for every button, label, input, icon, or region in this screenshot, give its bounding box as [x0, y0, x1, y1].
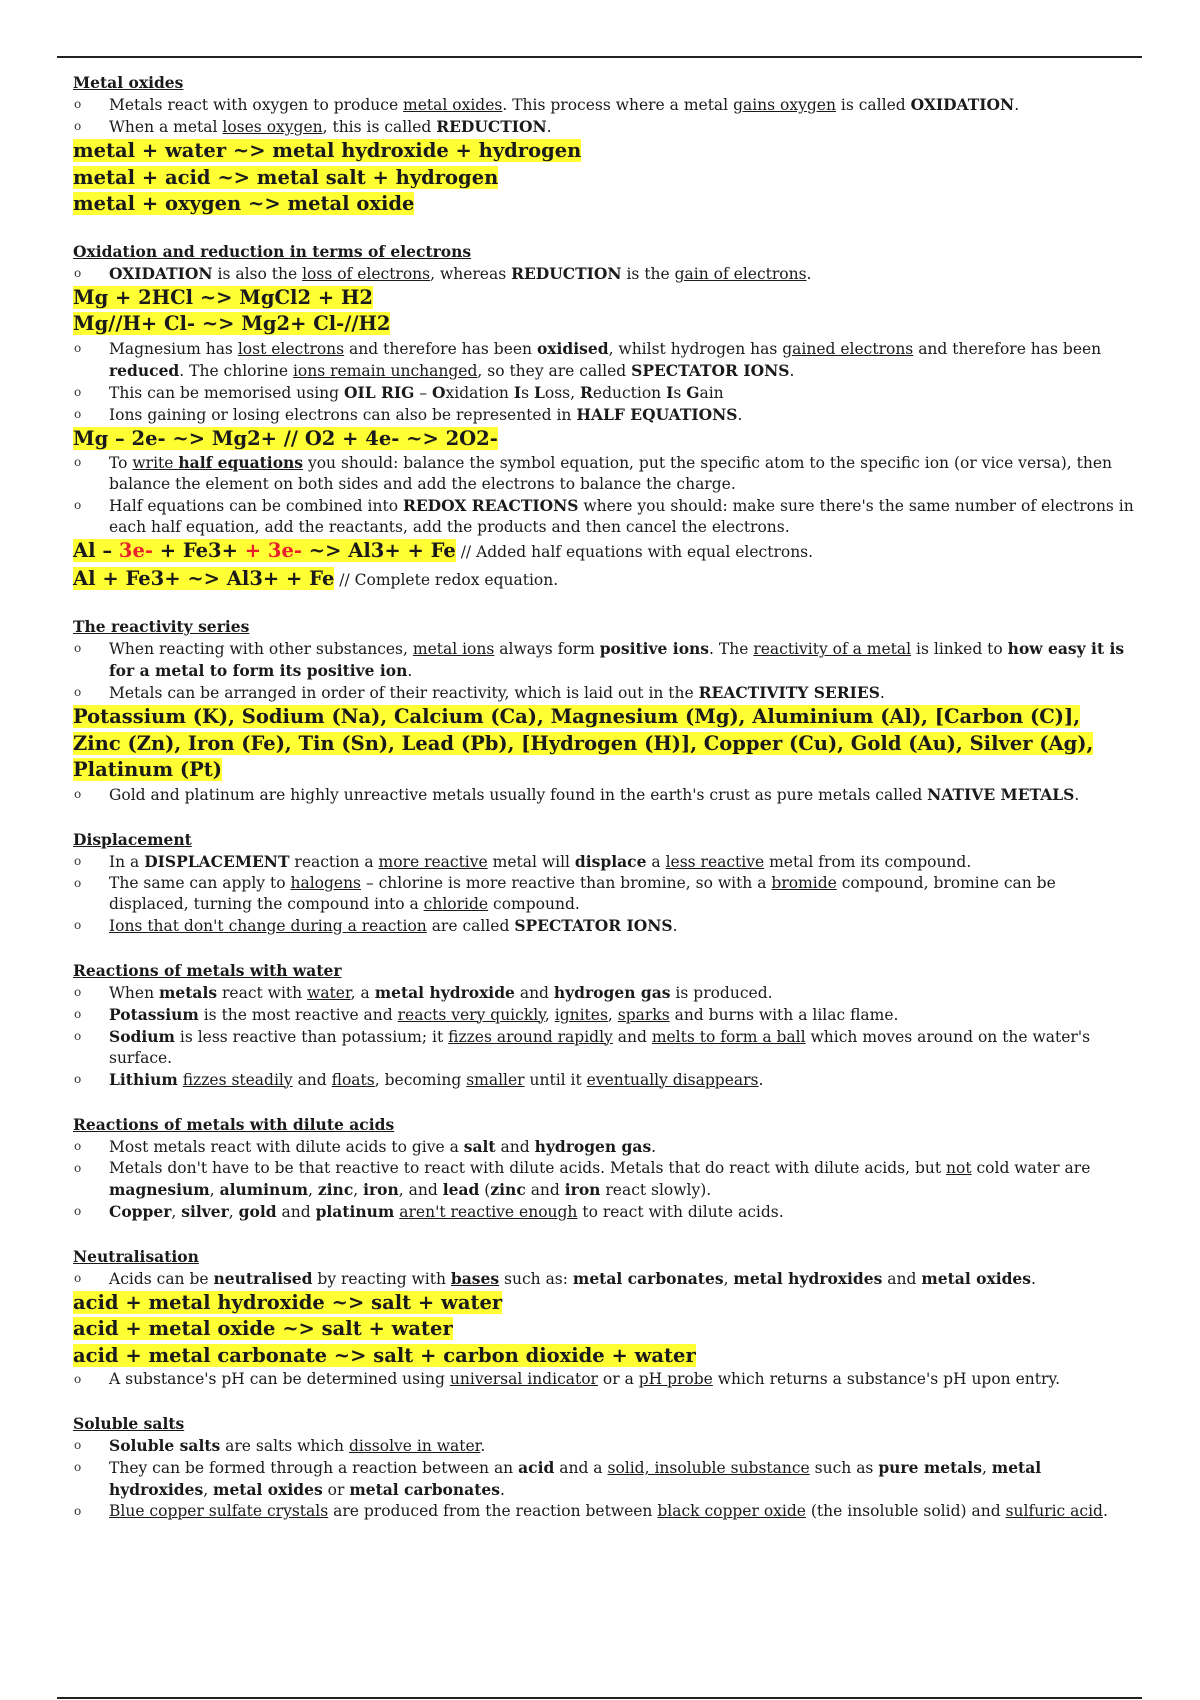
section-heading: Metal oxides [73, 73, 184, 92]
section-heading: The reactivity series [73, 617, 250, 636]
list-item: o Soluble salts are salts which dissolve in water. [73, 1435, 1135, 1457]
list-item: o Half equations can be combined into REDOX REACTIONS where you should: make sure there's the same number of electrons in each half equation, add the reactants, add the products and then cancel the electrons. [73, 495, 1135, 538]
list-item: o Magnesium has lost electrons and therefore has been oxidised, whilst hydrogen has gained electrons and therefore has been reduced. The chlorine ions remain unchanged, so they are called SPECTATOR IONS. [73, 338, 1135, 382]
bullet-list [73, 338, 1135, 426]
list-item: o Ions that don't change during a reaction are called SPECTATOR IONS. [73, 915, 1135, 937]
list-item: o Ions gaining or losing electrons can also be represented in HALF EQUATIONS. [73, 404, 1135, 426]
bullet-list [73, 851, 1135, 937]
symbol-equation: Mg + 2HCl ~> MgCl2 + H2 [73, 285, 373, 309]
list-item: o The same can apply to halogens – chlorine is more reactive than bromine, so with a bromide compound, bromine can be displaced, turning the compound into a chloride compound. [73, 873, 1135, 915]
list-item: o When a metal loses oxygen, this is called REDUCTION. [73, 116, 1135, 138]
notes-content [73, 73, 1135, 1546]
bullet-list [73, 1136, 1135, 1223]
word-equation: acid + metal oxide ~> salt + water [73, 1317, 453, 1340]
list-item: o Acids can be neutralised by reacting with bases such as: metal carbonates, metal hydroxides and metal oxides. [73, 1268, 1135, 1290]
bottom-rule [57, 1697, 1142, 1699]
section-heading: Oxidation and reduction in terms of electrons [73, 241, 472, 261]
list-item: o Copper, silver, gold and platinum aren't reactive enough to react with dilute acids. [73, 1201, 1135, 1223]
section-neutralisation [73, 1247, 1135, 1391]
redox-half-sum-equation: Al – 3e- + Fe3+ + 3e- ~> Al3+ + Fe // Added half equations with equal electrons. [73, 539, 814, 562]
list-item: o When reacting with other substances, metal ions always form positive ions. The reactivity of a metal is linked to how easy it is for a metal to form its positive ion. [73, 638, 1135, 682]
section-heading: Reactions of metals with dilute acids [73, 1114, 395, 1134]
half-equations: Mg – 2e- ~> Mg2+ // O2 + 4e- ~> 2O2- [73, 426, 498, 450]
section-heading: Displacement [73, 829, 192, 849]
list-item: o When metals react with water, a metal hydroxide and hydrogen gas is produced. [73, 982, 1135, 1004]
bullet-list [73, 263, 1135, 285]
list-item: o Most metals react with dilute acids to give a salt and hydrogen gas. [73, 1136, 1135, 1158]
reactivity-series-list: Potassium (K), Sodium (Na), Calcium (Ca), Magnesium (Mg), Aluminium (Al), [Carbon (C)], Zinc (Zn), Iron (Fe), Tin (Sn), Lead (Pb), [Hydrogen (H)], Copper (Cu), Gold (Au), Silver (Ag), Platinum (Pt) [73, 705, 1094, 781]
list-item: o OXIDATION is also the loss of electrons, whereas REDUCTION is the gain of electrons. [73, 263, 1135, 285]
ionic-equation: Mg//H+ Cl- ~> Mg2+ Cl-//H2 [73, 312, 391, 335]
list-item: o Blue copper sulfate crystals are produced from the reaction between black copper oxide (the insoluble solid) and sulfuric acid. [73, 1501, 1135, 1522]
list-item: o A substance's pH can be determined using universal indicator or a pH probe which returns a substance's pH upon entry. [73, 1369, 1135, 1390]
list-item: o Gold and platinum are highly unreactive metals usually found in the earth's crust as pure metals called NATIVE METALS. [73, 784, 1135, 806]
top-rule [57, 56, 1142, 58]
bullet-list [73, 1369, 1135, 1390]
list-item: o Lithium fizzes steadily and floats, becoming smaller until it eventually disappears. [73, 1069, 1135, 1091]
list-item: o Metals can be arranged in order of their reactivity, which is laid out in the REACTIVITY SERIES. [73, 682, 1135, 704]
bullet-list [73, 1268, 1135, 1290]
bullet-list [73, 784, 1135, 806]
section-soluble-salts [73, 1414, 1135, 1522]
word-equation: acid + metal carbonate ~> salt + carbon dioxide + water [73, 1343, 696, 1367]
list-item: o They can be formed through a reaction between an acid and a solid, insoluble substance such as pure metals, metal hydroxides, metal oxides or metal carbonates. [73, 1457, 1135, 1501]
section-heading: Neutralisation [73, 1246, 199, 1266]
list-item: o This can be memorised using OIL RIG – Oxidation Is Loss, Reduction Is Gain [73, 382, 1135, 404]
word-equation: acid + metal hydroxide ~> salt + water [73, 1290, 503, 1314]
list-item: o Potassium is the most reactive and reacts very quickly, ignites, sparks and burns with a lilac flame. [73, 1004, 1135, 1026]
bullet-list [73, 1435, 1135, 1522]
section-redox-electrons [73, 242, 1135, 594]
word-equation: metal + oxygen ~> metal oxide [73, 192, 415, 215]
list-item: o Metals don't have to be that reactive to react with dilute acids. Metals that do react with dilute acids, but not cold water are magnesium, aluminum, zinc, iron, and lead (zinc and iron react slowly). [73, 1158, 1135, 1201]
bullet-list [73, 982, 1135, 1091]
list-item: o Metals react with oxygen to produce metal oxides. This process where a metal gains oxygen is called OXIDATION. [73, 94, 1135, 116]
section-reactivity-series [73, 617, 1135, 806]
bullet-list [73, 94, 1135, 138]
section-heading: Reactions of metals with water [73, 960, 342, 980]
list-item: o Sodium is less reactive than potassium; it fizzes around rapidly and melts to form a ball which moves around on the water's surface. [73, 1026, 1135, 1069]
bullet-list [73, 638, 1135, 704]
section-metals-with-water [73, 961, 1135, 1091]
section-displacement [73, 830, 1135, 937]
bullet-list [73, 452, 1135, 538]
complete-redox-equation: Al + Fe3+ ~> Al3+ + Fe // Complete redox equation. [73, 566, 559, 590]
section-metal-oxides [73, 73, 1135, 218]
word-equation: metal + water ~> metal hydroxide + hydrogen [73, 139, 582, 162]
section-heading: Soluble salts [73, 1414, 185, 1433]
list-item: o To write half equations you should: balance the symbol equation, put the specific atom to the specific ion (or vice versa), then balance the element on both sides and add the electrons to balance the charge. [73, 452, 1135, 495]
section-metals-with-acids [73, 1115, 1135, 1223]
word-equation: metal + acid ~> metal salt + hydrogen [73, 165, 499, 189]
list-item: o In a DISPLACEMENT reaction a more reactive metal will displace a less reactive metal from its compound. [73, 851, 1135, 873]
